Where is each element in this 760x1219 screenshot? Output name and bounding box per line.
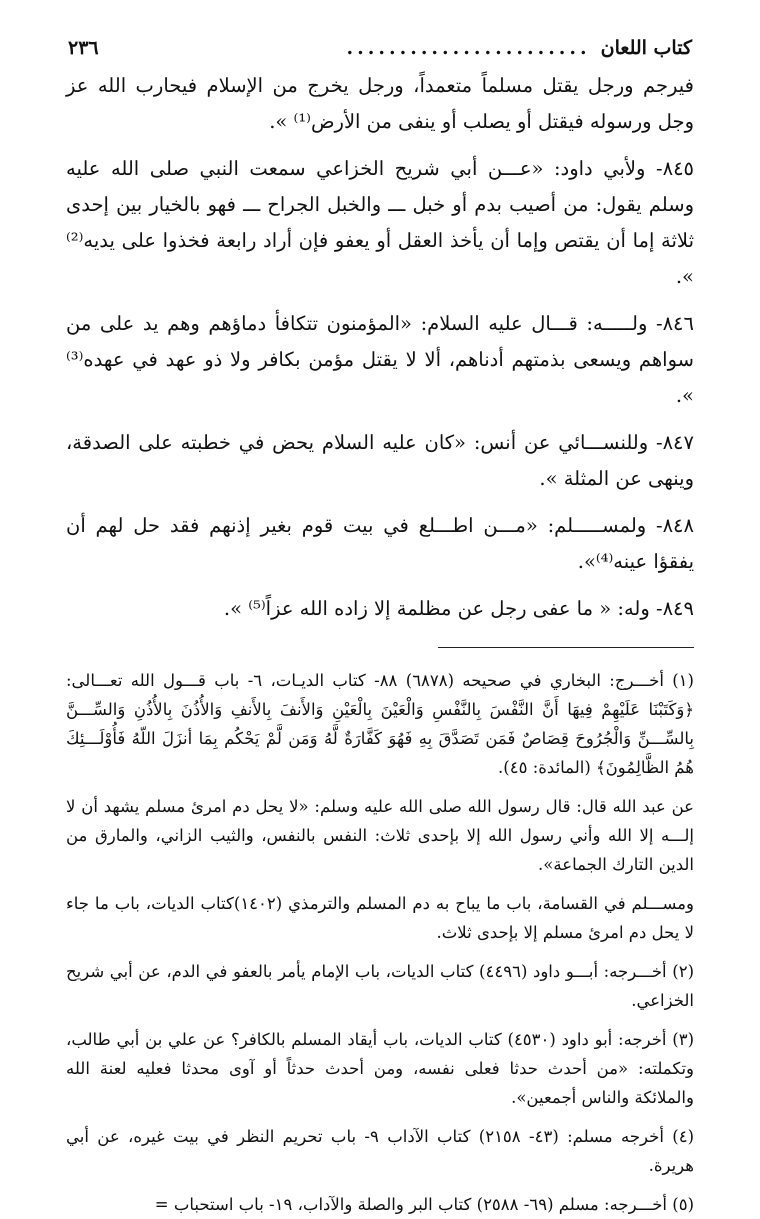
page-number: ٢٣٦ [68,37,99,59]
main-paragraph: فيرجم ورجل يقتل مسلماً متعمداً، ورجل يخرج من الإسلام فيحارب الله عز وجل ورسوله فيقتل أو يصلب أو ينفى من الأرض⁽¹⁾ ». [66,74,695,133]
running-title: كتاب اللعان [600,37,692,59]
footnote-1: (١) أخـــرج: البخاري في صحيحه (٦٨٧٨) ٨٨- كتاب الديـات، ٦- باب قـــول الله تعـــالى: ﴿وَكَتَبْنَا عَلَيْهِمْ فِيهَا أَنَّ النَّفْسَ بِالنَّفْسِ وَالْعَيْنَ بِالْعَيْنِ وَالأَنفَ بِالأَنفِ وَالأُذُنَ بِالأُذُنِ وَالسِّـــنَّ بِالسِّـــنِّ وَالْجُرُوحَ قِصَاصٌ فَمَن تَصَدَّقَ بِهِ فَهُوَ كَفَّارَةٌ لَّهُ وَمَن لَّمْ يَحْكُم بِمَا أنزَلَ اللّهُ فَأُوْلَـــئِكَ هُمُ الظَّالِمُونَ﴾ (المائدة: ٤٥). [66,671,694,777]
footnote-3: (٣) أخرجه: أبو داود (٤٥٣٠) كتاب الديات، باب أيقاد المسلم بالكافر؟ عن علي بن أبي طالب، وتكملته: «من أحدث حدثا فعلى نفسه، ومن أحدث حدثاً أو آوى محدثا فعليه لعنة الله والملائكة والناس أجمعين». [66,1030,694,1107]
footnote-1-cont-b: ومســـلم في القسامة، باب ما يباح به دم المسلم والترمذي (١٤٠٢)كتاب الديات، باب ما جاء لا يحل دم امرئ مسلم إلا بإحدى ثلاث. [66,894,694,942]
footnote-4: (٤) أخرجه مسلم: (٤٣- ٢١٥٨) كتاب الآداب ٩- باب تحريم النظر في بيت غيره، عن أبي هريرة. [66,1127,695,1175]
footnote-separator [438,647,694,648]
main-text [66,68,694,627]
hadith-847: ٨٤٧- وللنســـائي عن أنس: «كان عليه السلام يحض في خطبته على الصدقة، وينهى عن المثلة ». [66,431,694,490]
hadith-845: ٨٤٥- ولأبي داود: «عـــن أبي شريح الخزاعي سمعت النبي صلى الله عليه وسلم يقول: من أصيب بدم أو خبل ـــ والخبل الجراح ـــ فهو بالخيار بين إحدى ثلاثة إما أن يقتص وإما أن يأخذ العقل أو يعفو فإن أراد رابعة فخذوا على يديه⁽²⁾ ». [66,157,695,288]
hadith-848: ٨٤٨- ولمســـــلم: «مـــن اطـــلع في بيت قوم بغير إذنهم فقد حل لهم أن يفقؤا عينه⁽⁴⁾». [66,514,694,573]
hadith-846: ٨٤٦- ولـــــه: قـــال عليه السلام: «المؤمنون تتكافأ دماؤهم وهم يد على من سواهم ويسعى بذمتهم أدناهم، ألا لا يقتل مؤمن بكافر ولا ذو عهد في عهده⁽³⁾ ». [66,312,694,407]
footnotes [66,666,694,1219]
hadith-849: ٨٤٩- وله: « ما عفى رجل عن مظلمة إلا زاده الله عزاً⁽⁵⁾ ». [223,597,694,620]
footnote-1-cont-a: عن عبد الله قال: قال رسول الله صلى الله عليه وسلم: «لا يحل دم امرئ مسلم يشهد أن لا إلـــه إلا الله وأني رسول الله إلا بإحدى ثلاث: النفس بالنفس، والثيب الزاني، والمارق من الدين التارك الجماعة». [66,797,694,874]
header-leader-dots: ....................... [346,37,591,59]
footnote-2: (٢) أخـــرجه: أبـــو داود (٤٤٩٦) كتاب الديات، باب الإمام يأمر بالعفو في الدم، عن أبي شريح الخزاعي. [66,962,694,1010]
page-header [66,34,694,62]
footnote-5: (٥) أخـــرجه: مسلم (٦٩- ٢٥٨٨) كتاب البر والصلة والآداب، ١٩- باب استحباب = [154,1195,694,1214]
